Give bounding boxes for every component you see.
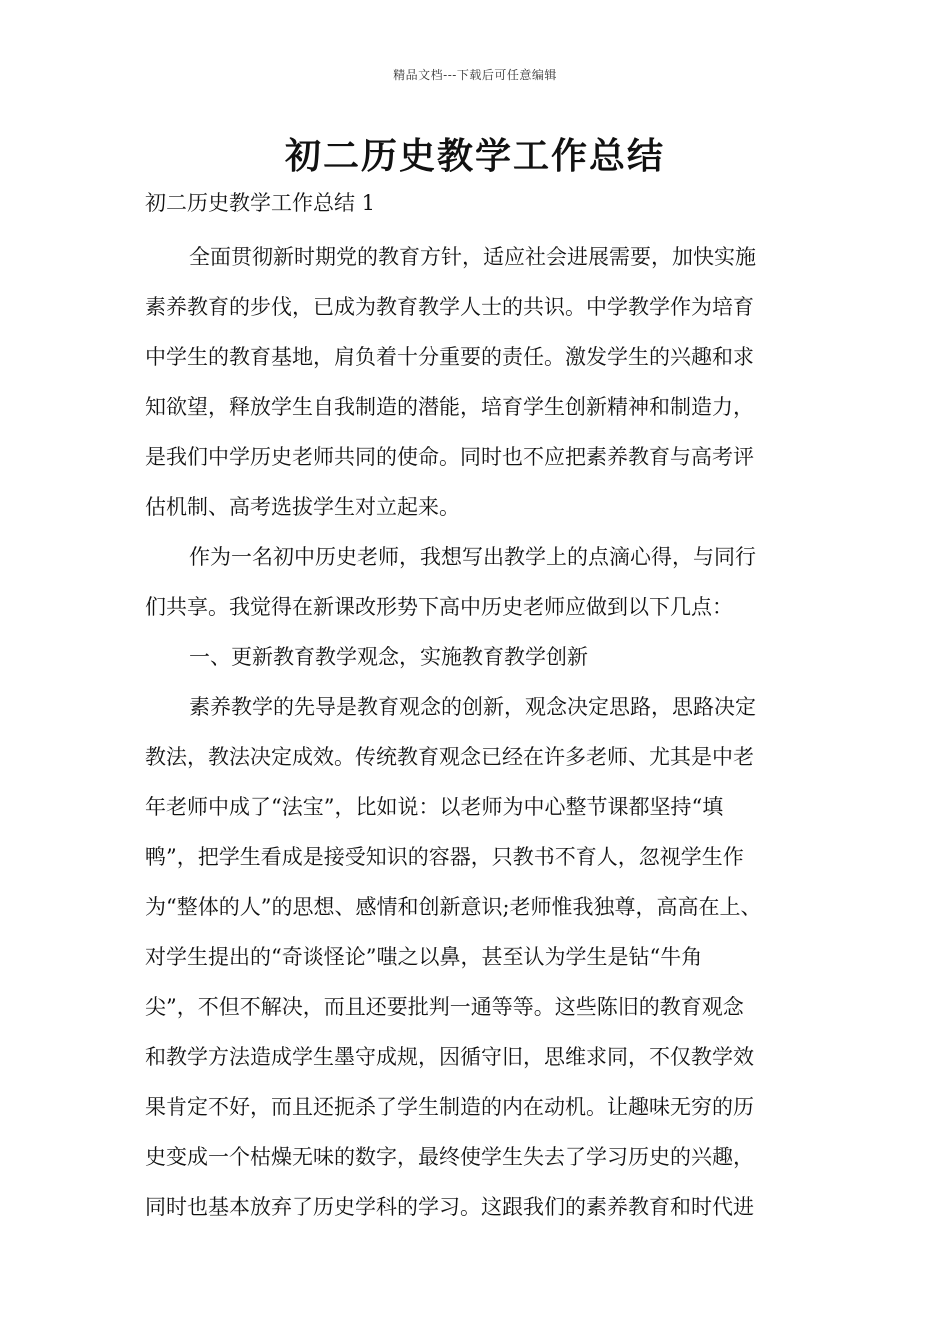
paragraph-line: 为“整体的人”的思想、感情和创新意识;老师惟我独尊，高高在上、 bbox=[145, 895, 762, 919]
paragraph-line: 教法，教法决定成效。传统教育观念已经在许多老师、尤其是中老 bbox=[145, 745, 754, 769]
document-title: 初二历史教学工作总结 bbox=[284, 135, 665, 177]
paragraph-line: 素养教学的先导是教育观念的创新，观念决定思路，思路决定 bbox=[189, 695, 756, 719]
section-heading-1 bbox=[145, 632, 825, 682]
paragraph-line: 年老师中成了“法宝”，比如说：以老师为中心整节课都坚持“填 bbox=[145, 795, 724, 819]
document-body bbox=[145, 232, 825, 1232]
paragraph-line: 一、更新教育教学观念，实施教育教学创新 bbox=[189, 645, 588, 669]
paragraph-line: 和教学方法造成学生墨守成规，因循守旧，思维求同，不仅教学效 bbox=[145, 1045, 754, 1069]
paragraph-line: 尖”，不但不解决，而且还要批判一通等等。这些陈旧的教育观念 bbox=[145, 995, 744, 1019]
paragraph-line: 同时也基本放弃了历史学科的学习。这跟我们的素养教育和时代进 bbox=[145, 1195, 754, 1219]
paragraph-line: 作为一名初中历史老师，我想写出教学上的点滴心得，与同行 bbox=[189, 545, 756, 569]
paragraph-line: 知欲望，释放学生自我制造的潜能，培育学生创新精神和制造力， bbox=[145, 395, 754, 419]
paragraph-2 bbox=[145, 532, 825, 632]
paragraph-line: 们共享。我觉得在新课改形势下高中历史老师应做到以下几点： bbox=[145, 595, 733, 619]
paragraph-line: 鸭”，把学生看成是接受知识的容器，只教书不育人，忽视学生作 bbox=[145, 845, 744, 869]
paragraph-3 bbox=[145, 682, 825, 1232]
paragraph-line: 史变成一个枯燥无味的数字，最终使学生失去了学习历史的兴趣， bbox=[145, 1145, 754, 1169]
paragraph-line: 对学生提出的“奇谈怪论”嗤之以鼻，甚至认为学生是钻“牛角 bbox=[145, 945, 703, 969]
paragraph-line: 中学生的教育基地，肩负着十分重要的责任。激发学生的兴趣和求 bbox=[145, 345, 754, 369]
paragraph-line: 估机制、高考选拔学生对立起来。 bbox=[145, 495, 460, 519]
paragraph-1 bbox=[145, 232, 825, 532]
paragraph-line: 是我们中学历史老师共同的使命。同时也不应把素养教育与高考评 bbox=[145, 445, 754, 469]
paragraph-line: 果肯定不好，而且还扼杀了学生制造的内在动机。让趣味无穷的历 bbox=[145, 1095, 754, 1119]
header-note: 精品文档---下载后可任意编辑 bbox=[393, 68, 557, 82]
paragraph-line: 全面贯彻新时期党的教育方针，适应社会进展需要，加快实施 bbox=[189, 245, 756, 269]
section-subtitle: 初二历史教学工作总结 1 bbox=[145, 191, 376, 215]
paragraph-line: 素养教育的步伐，已成为教育教学人士的共识。中学教学作为培育 bbox=[145, 295, 754, 319]
